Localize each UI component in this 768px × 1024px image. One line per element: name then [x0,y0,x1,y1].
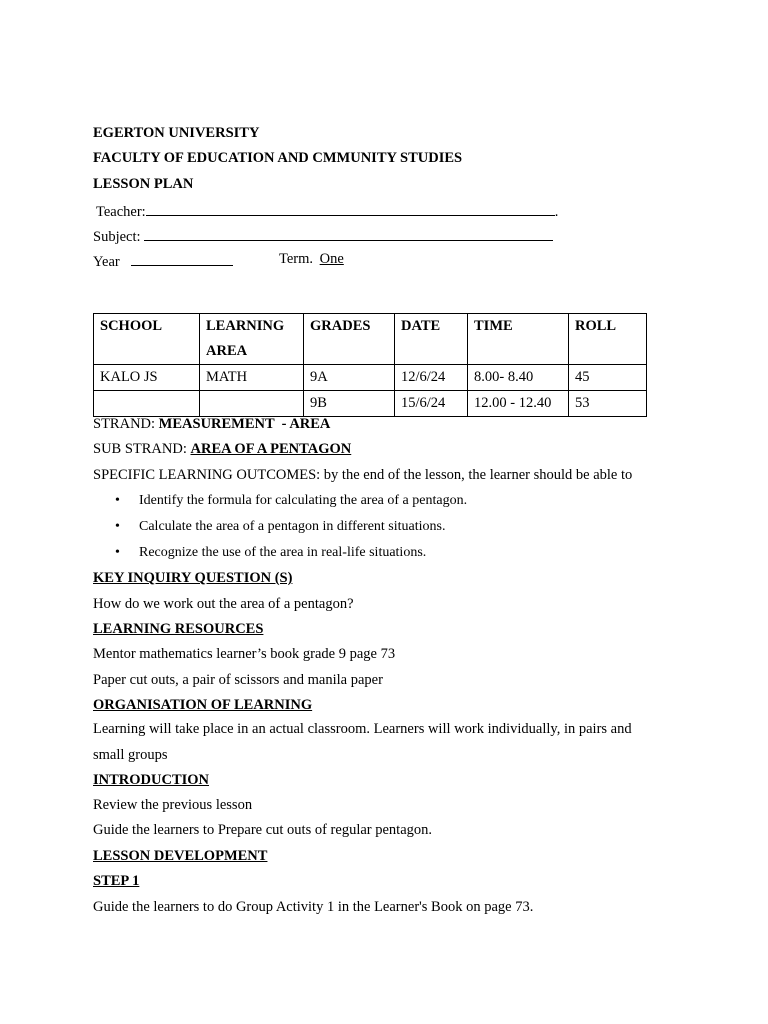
organisation-heading: ORGANISATION OF LEARNING [93,697,313,713]
outcome-text: Calculate the area of a pentagon in different situations. [139,519,446,534]
list-item [93,540,467,566]
document-title: LESSON PLAN [93,176,194,192]
introduction-heading: INTRODUCTION [93,772,210,788]
subject-blank [144,226,553,241]
term-value: One [319,251,344,267]
table-header-row [94,314,647,365]
teacher-line: Teacher: . [96,201,558,221]
cell-school: KALO JS [94,365,200,391]
key-inquiry-heading: KEY INQUIRY QUESTION (S) [93,570,293,586]
list-item [93,514,467,540]
year-blank [131,251,233,266]
sub-strand-value: AREA OF A PENTAGON [190,441,352,457]
lesson-info-table [93,313,647,417]
development-heading: LESSON DEVELOPMENT [93,848,268,864]
step-heading: STEP 1 [93,873,140,889]
cell-time: 12.00 - 12.40 [468,391,569,417]
year-label: Year [93,254,120,270]
teacher-blank [146,201,555,216]
outcome-text: Recognize the use of the area in real-life situations. [139,545,427,560]
subject-line [93,226,553,246]
table-row [94,365,647,391]
cell-roll: 53 [569,391,647,417]
cell-roll: 45 [569,365,647,391]
outcomes-list [93,488,467,566]
cell-grade: 9A [304,365,395,391]
faculty-name: FACULTY OF EDUCATION AND CMMUNITY STUDIES [93,150,463,166]
term-label: Term. [279,251,314,267]
strand-line [93,416,330,433]
step-text: Guide the learners to do Group Activity 1 in the Learner's Book on page 73. [93,899,534,915]
organisation-line-1: Learning will take place in an actual classroom. Learners will work individually, in pairs and [93,721,632,737]
cell-school [94,391,200,417]
teacher-label: Teacher: [96,204,146,220]
col-date: DATE [395,314,468,365]
cell-date: 12/6/24 [395,365,468,391]
resources-line-1: Mentor mathematics learner’s book grade 9 page 73 [93,646,396,662]
resources-heading: LEARNING RESOURCES [93,621,264,637]
term-line [279,251,511,268]
sub-strand-label: SUB STRAND: [93,441,187,457]
strand-value: MEASUREMENT - AREA [158,416,331,432]
col-learning-area: LEARNING AREA [200,314,304,365]
organisation-line-2: small groups [93,747,168,763]
strand-label: STRAND: [93,416,156,432]
key-inquiry-text: How do we work out the area of a pentagon? [93,596,354,612]
cell-learning-area [200,391,304,417]
sub-strand-line [93,441,351,458]
cell-grade: 9B [304,391,395,417]
col-time: TIME [468,314,569,365]
subject-label: Subject: [93,229,141,245]
university-name: EGERTON UNIVERSITY [93,125,260,141]
bullet-icon: • [115,519,120,534]
resources-line-2: Paper cut outs, a pair of scissors and manila paper [93,672,383,688]
table-row [94,391,647,417]
bullet-icon: • [115,493,120,508]
year-line [93,251,233,271]
introduction-line-1: Review the previous lesson [93,797,253,813]
outcome-text: Identify the formula for calculating the area of a pentagon. [139,493,468,508]
cell-date: 15/6/24 [395,391,468,417]
outcomes-intro: SPECIFIC LEARNING OUTCOMES: by the end of the lesson, the learner should be able to [93,467,633,483]
col-grades: GRADES [304,314,395,365]
cell-time: 8.00- 8.40 [468,365,569,391]
list-item [93,488,467,514]
col-school: SCHOOL [94,314,200,365]
cell-learning-area: MATH [200,365,304,391]
col-roll: ROLL [569,314,647,365]
bullet-icon: • [115,545,120,560]
introduction-line-2: Guide the learners to Prepare cut outs of regular pentagon. [93,822,433,838]
